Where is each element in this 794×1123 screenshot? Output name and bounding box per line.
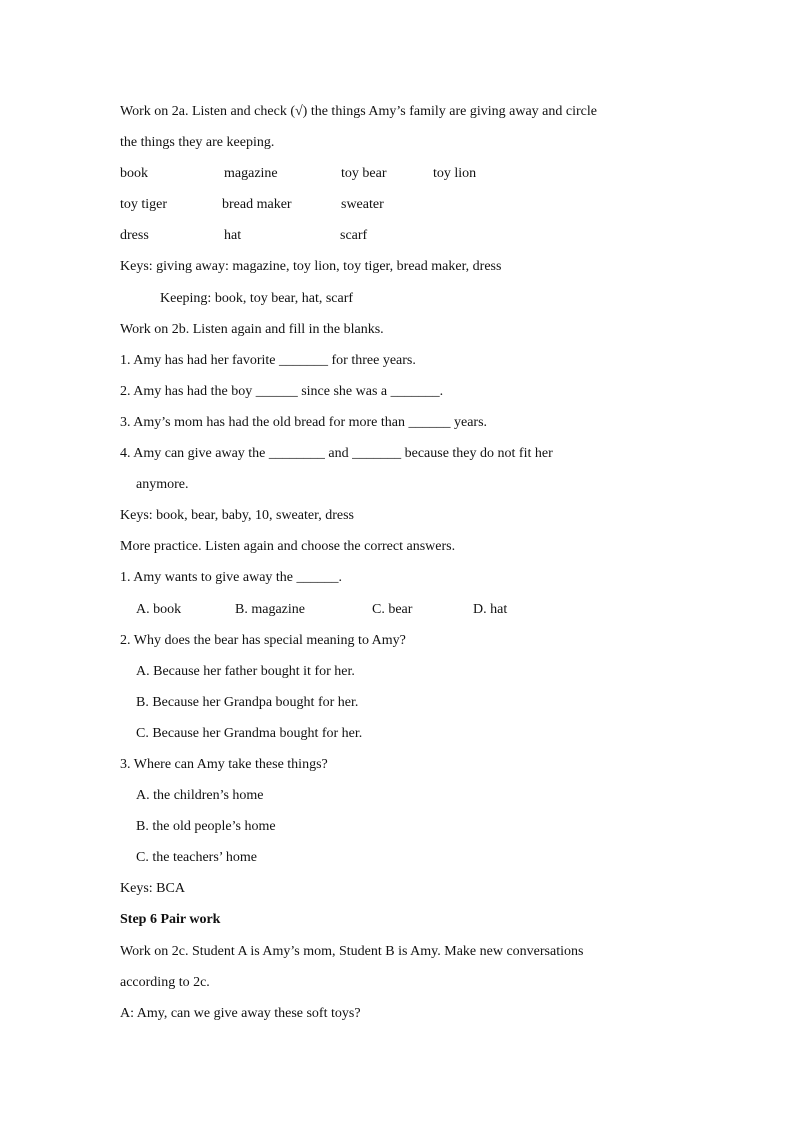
mc-question-3: 3. Where can Amy take these things? [120,756,328,772]
option-b: B. magazine [235,601,305,617]
option-d: D. hat [473,601,508,617]
blank-question-4-cont: anymore. [136,477,189,493]
item-word: toy lion [433,166,477,182]
blank-question-4: 4. Amy can give away the ________ and _______ because they do not fit her [120,446,553,462]
more-practice-heading: More practice. Listen again and choose the correct answers. [120,539,456,555]
item-word: dress [120,228,149,244]
mc-question-1: 1. Amy wants to give away the ______. [120,570,343,586]
blank-question-3: 3. Amy’s mom has had the old bread for more than ______ years. [120,414,488,430]
mc-option: A. Because her father bought it for her. [136,663,355,679]
item-word: toy tiger [120,197,168,213]
items-row [120,189,680,220]
keys-more-practice: Keys: BCA [120,881,185,897]
mc-option: B. Because her Grandpa bought for her. [136,694,359,710]
items-row [120,158,680,189]
dialogue-line: A: Amy, can we give away these soft toys? [120,1005,361,1021]
instruction-2a: Work on 2a. Listen and check (√) the things Amy’s family are giving away and circle [120,104,597,119]
instruction-2c: Work on 2c. Student A is Amy’s mom, Student B is Amy. Make new conversations [120,943,584,959]
item-word: toy bear [341,166,387,182]
item-word: scarf [340,228,368,244]
item-word: sweater [341,197,384,213]
mc-question-2: 2. Why does the bear has special meaning to Amy? [120,632,406,648]
mc-option: B. the old people’s home [136,819,276,835]
item-word: book [120,166,148,182]
item-word: magazine [224,166,278,182]
instruction-2a-cont: the things they are keeping. [120,135,275,151]
step-heading: Step 6 Pair work [120,912,221,928]
mc-option: A. the children’s home [136,788,264,804]
blank-question-2: 2. Amy has had the boy ______ since she was a _______. [120,383,444,399]
item-word: bread maker [222,197,292,213]
item-word: hat [224,228,242,244]
keys-2b: Keys: book, bear, baby, 10, sweater, dress [120,508,354,524]
option-a: A. book [136,601,182,617]
items-row [120,220,680,251]
keys-2a-keeping: Keeping: book, toy bear, hat, scarf [160,290,354,306]
mc-option: C. Because her Grandma bought for her. [136,725,363,741]
mc-option: C. the teachers’ home [136,850,258,866]
worksheet-page [120,96,680,1029]
blank-question-1: 1. Amy has had her favorite _______ for three years. [120,352,416,368]
keys-2a: Keys: giving away: magazine, toy lion, toy tiger, bread maker, dress [120,259,502,275]
mc-options-row [120,594,680,625]
instruction-2b: Work on 2b. Listen again and fill in the blanks. [120,321,384,337]
option-c: C. bear [372,601,413,617]
instruction-2c-cont: according to 2c. [120,974,210,990]
